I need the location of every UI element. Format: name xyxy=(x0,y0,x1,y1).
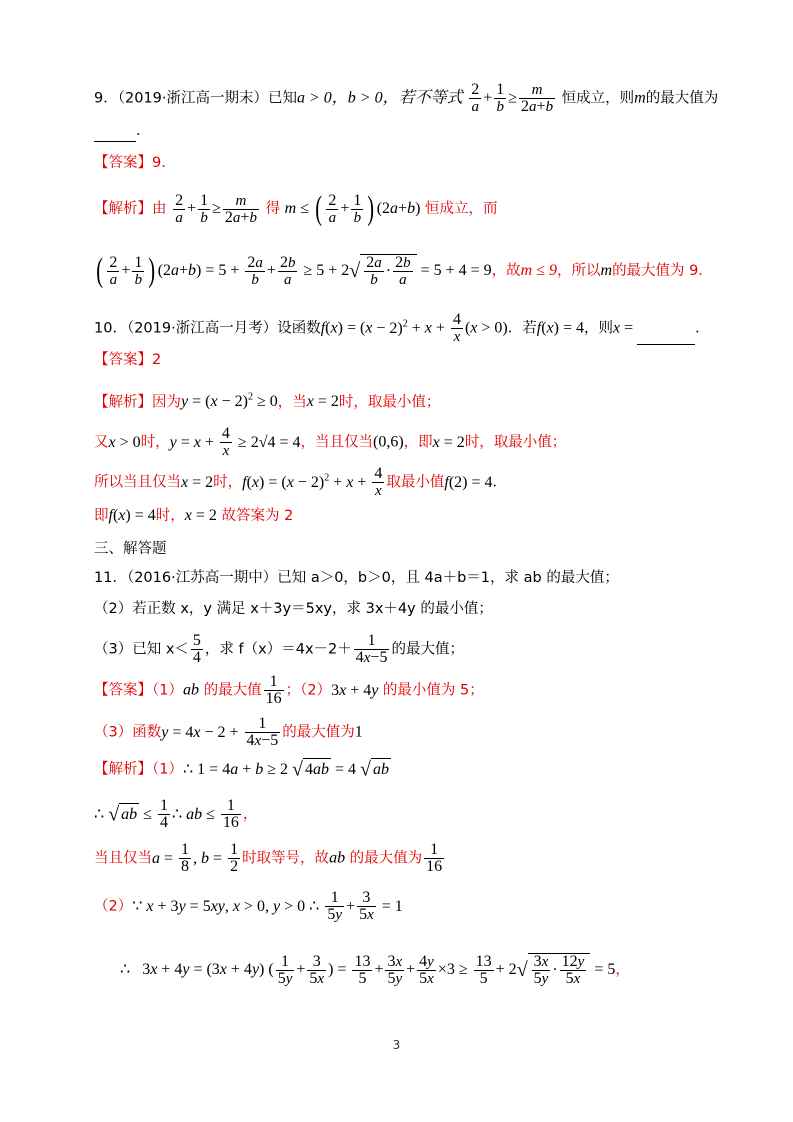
q9-fraction-2-over-a: $\frac{2}{a}$ xyxy=(471,81,480,115)
q9-conditions: a > 0，b > 0，若不等式 xyxy=(297,89,463,107)
q9-solution-line2: ( $\frac{2}{a}$ + $\frac{1}{b}$ ) (2a+b) = 5 + $\frac{2a}{b}$ + $\frac{2b}{a}$ ≥ 5 + 2√ $\frac{2a}{b}$ · $\frac{2b}{a}$ = 5 + 4 = 9，故m ≤ 9，所以m的最大值为 9． xyxy=(96,252,713,289)
q11-answer-line2: （3）函数y = 4x − 2 + $\frac{1}{4x-5}$ 的最大值为1 xyxy=(94,715,363,749)
answer-blank xyxy=(94,127,136,142)
q11-solution-line1: 【解析】（1）∴ 1 = 4a + b ≥ 2 √ 4ab = 4 √ ab xyxy=(94,758,389,781)
q11-stem2: （2）若正数 x，y 满足 x＋3y＝5xy，求 3x＋4y 的最小值； xyxy=(94,601,493,617)
q11-solution-line5: ∴ 3x + 4y = (3x + 4y) ( $\frac{1}{5y}$ + $\frac{3}{5x}$ ) = $\frac{13}{5}$ + $\frac{3x}{5y}$ + $\frac{4y}{5x}$ ×3 ≥ $\frac{13}{5}$ + 2√ $\frac{3x}{5y}$ · $\frac{12y}{5x}$ = 5， xyxy=(120,952,630,987)
q11-stem3: （3）已知 x＜ $\frac{5}{4}$ ，求 f（x）＝4x－2＋ $\frac{1}{4x-5}$ 的最大值； xyxy=(94,632,464,666)
q9-answer: 【答案】9. xyxy=(94,155,166,171)
page-number: 3 xyxy=(392,1038,401,1052)
q10-solution-line4: 即f(x) = 4时，x = 2 故答案为 2 xyxy=(94,507,294,524)
q9-fraction-1-over-b: $\frac{1}{b}$ xyxy=(496,81,505,115)
q10-stem: 10．（2019·浙江高一月考）设函数$f(x) = (x - 2)^2 + x$ + $\frac{4}{x}$ (x > 0)．若f(x) = 4，则x = ． xyxy=(94,311,710,345)
q9-stem: 9．（2019·浙江高一期末）已知a > 0，b > 0，若不等式 $\frac{2}{a}$ + $\frac{1}{b}$ ≥ $\frac{m}{2a+b}$ 恒成立，则m的最大值为 xyxy=(94,81,719,115)
five-fourths-fraction: $\frac{5}{4}$ xyxy=(192,632,201,666)
q10-solution-line2: 又x > 0时，y = x + $\frac{4}{x}$ ≥ 2√4 = 4，当且仅当(0,6)，即x = 2时，取最小值； xyxy=(94,425,567,459)
answer-blank xyxy=(637,330,695,345)
section-heading: 三、解答题 xyxy=(94,541,167,557)
q10-fraction-4-over-x: $\frac{4}{x}$ xyxy=(452,311,461,345)
q10-answer: 【答案】2 xyxy=(94,352,162,368)
q9-solution-line1: 【解析】由 $\frac{2}{a}$ + $\frac{1}{b}$ ≥ $\frac{m}{2a+b}$ 得 m ≤ ( $\frac{2}{a}$ + $\frac{1}{b}$ ) (2a+b) 恒成立，而 xyxy=(94,190,498,227)
q11-solution-line3: 当且仅当a = $\frac{1}{8}$ , b = $\frac{1}{2}$ 时取等号，故ab 的最大值为 $\frac{1}{16}$ xyxy=(94,841,443,875)
q10-solution-line1: 【解析】因为$y = (x - 2)^2 \ge 0$，当x = 2时，取最小值； xyxy=(94,392,441,411)
q11-solution-line4: （2）∵ x + 3y = 5xy, x > 0, y > 0 ∴ $\frac{1}{5y}$ + $\frac{3}{5x}$ = 1 xyxy=(94,889,403,923)
q9-fraction-m-over-2a-b: $\frac{m}{2a+b}$ xyxy=(521,82,554,115)
q10-solution-line3: 所以当且仅当x = 2时，$f(x) = (x - 2)^2 + x$ + $\frac{4}{x}$ 取最小值f(2) = 4． xyxy=(94,465,507,499)
q11-solution-line2: ∴ √ ab ≤ $\frac{1}{4}$ ∴ ab ≤ $\frac{1}{16}$ ， xyxy=(94,797,258,831)
q11-stem1: 11．（2016·江苏高一期中）已知 a＞0，b＞0，且 4a＋b＝1，求 ab 的最大值； xyxy=(94,570,619,586)
q11-answer-line1: 【答案】（1）ab 的最大值 $\frac{1}{16}$ ；（2）3x + 4y 的最小值为 5； xyxy=(94,673,484,707)
q9-blank-line: ． xyxy=(94,120,151,142)
